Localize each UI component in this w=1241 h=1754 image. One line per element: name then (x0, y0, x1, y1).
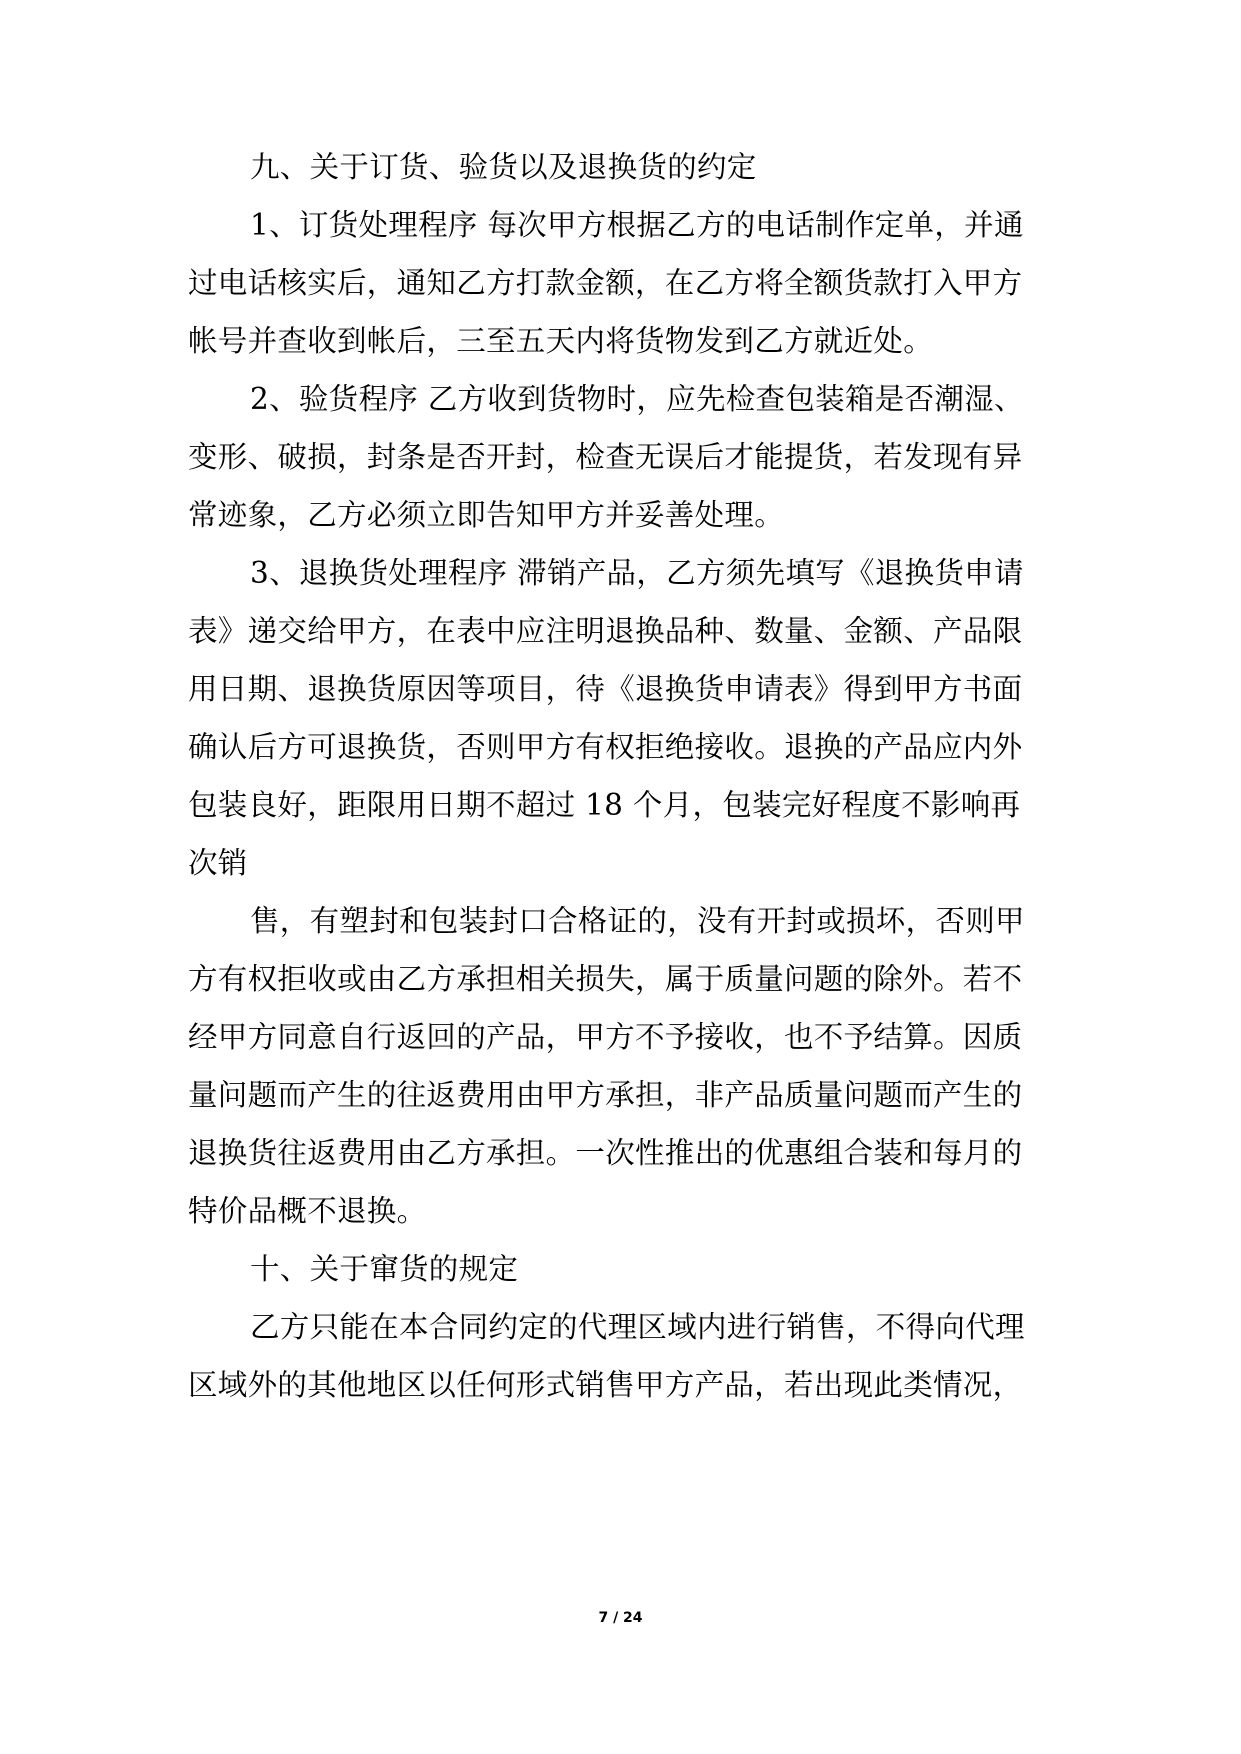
paragraph-line: 包装良好，距限用日期不超过 18 个月，包装完好程度不影响再 (188, 788, 1021, 822)
paragraph-line: 过电话核实后，通知乙方打款金额，在乙方将全额货款打入甲方 (188, 266, 1023, 300)
paragraph-line: 常迹象，乙方必须立即告知甲方并妥善处理。 (188, 498, 785, 532)
paragraph-line: 乙方只能在本合同约定的代理区域内进行销售，不得向代理 (250, 1310, 1025, 1344)
paragraph-line: 表》递交给甲方，在表中应注明退换品种、数量、金额、产品限 (188, 614, 1023, 648)
paragraph-line: 特价品概不退换。 (188, 1194, 427, 1228)
paragraph-line: 2、验货程序 乙方收到货物时，应先检查包装箱是否潮湿、 (250, 382, 1024, 416)
paragraph-line: 确认后方可退换货，否则甲方有权拒绝接收。退换的产品应内外 (188, 730, 1023, 764)
paragraph-line: 3、退换货处理程序 滞销产品，乙方须先填写《退换货申请 (250, 556, 1024, 590)
paragraph-line: 1、订货处理程序 每次甲方根据乙方的电话制作定单，并通 (250, 208, 1024, 242)
paragraph-line: 变形、破损，封条是否开封，检查无误后才能提货，若发现有异 (188, 440, 1023, 474)
page-number: 7 / 24 (598, 1610, 643, 1626)
section-heading-10: 十、关于窜货的规定 (250, 1252, 519, 1286)
paragraph-line: 量问题而产生的往返费用由甲方承担，非产品质量问题而产生的 (188, 1078, 1023, 1112)
paragraph-line: 帐号并查收到帐后，三至五天内将货物发到乙方就近处。 (188, 324, 934, 358)
paragraph-line: 区域外的其他地区以任何形式销售甲方产品，若出现此类情况， (188, 1368, 1023, 1402)
paragraph-line: 退换货往返费用由乙方承担。一次性推出的优惠组合装和每月的 (188, 1136, 1023, 1170)
paragraph-line: 次销 (188, 846, 248, 880)
paragraph-line: 用日期、退换货原因等项目，待《退换货申请表》得到甲方书面 (188, 672, 1023, 706)
paragraph-line: 经甲方同意自行返回的产品，甲方不予接收，也不予结算。因质 (188, 1020, 1023, 1054)
section-heading-9: 九、关于订货、验货以及退换货的约定 (250, 150, 757, 184)
paragraph-line: 售，有塑封和包装封口合格证的，没有开封或损坏，否则甲 (250, 904, 1025, 938)
paragraph-line: 方有权拒收或由乙方承担相关损失，属于质量问题的除外。若不 (188, 962, 1023, 996)
